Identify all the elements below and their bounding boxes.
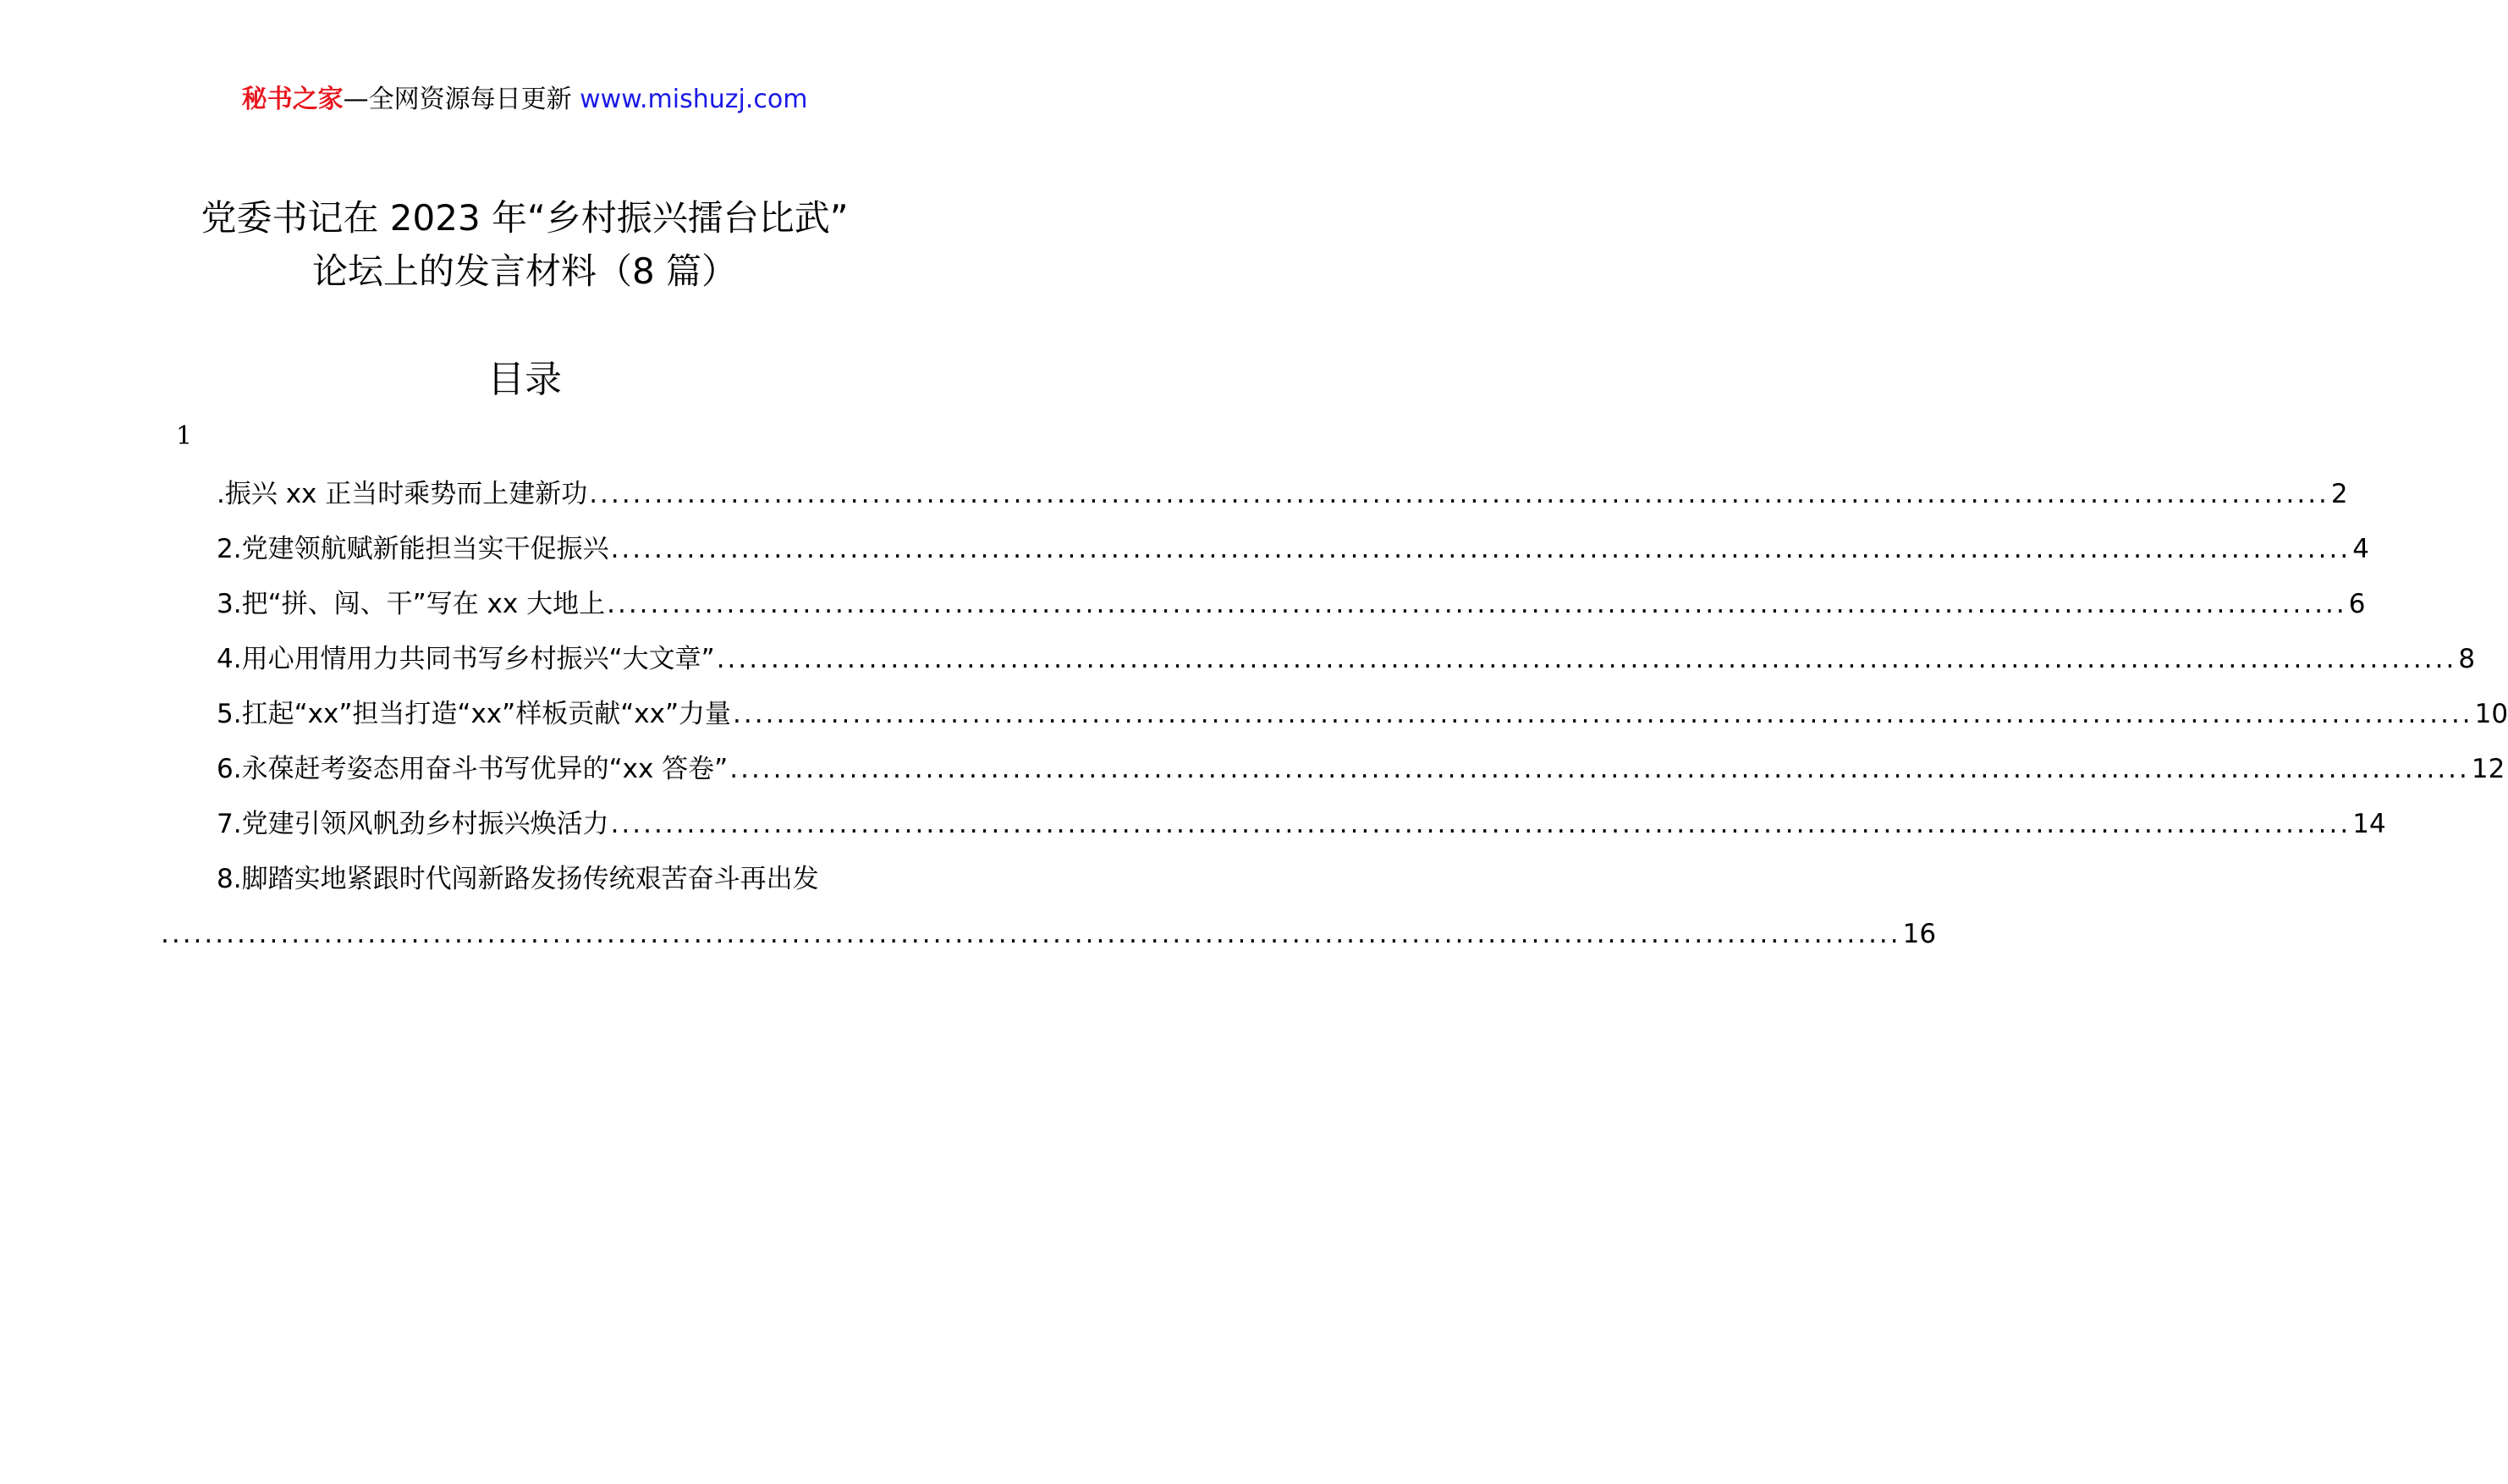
toc-entry-title: 7.党建引领风帆劲乡村振兴焕活力 xyxy=(217,809,609,839)
toc-entry-leader: ................................................................................................................................................................ xyxy=(733,699,2473,729)
toc-entry[interactable] xyxy=(161,584,2366,639)
site-header xyxy=(0,83,1049,117)
toc-entry-wrapped[interactable] xyxy=(161,859,1937,954)
toc-entry-leader: ................................................................................................................................................................ xyxy=(610,809,2351,839)
document-title-line-1: 党委书记在 2023 年“乡村振兴擂台比武” xyxy=(201,197,849,239)
toc-entry[interactable] xyxy=(161,694,2508,749)
toc-entry-title: .振兴 xx 正当时乘势而上建新功 xyxy=(217,479,588,509)
toc-entry-leader: ................................................................................................................................................................ xyxy=(610,534,2351,564)
toc-entry-page: 16 xyxy=(1902,919,1937,949)
toc-entry[interactable] xyxy=(161,804,2386,859)
stray-page-number: 1 xyxy=(176,421,193,451)
toc-entry-page: 12 xyxy=(2471,754,2505,784)
document-title-line-2: 论坛上的发言材料（8 篇） xyxy=(311,250,738,292)
toc-entry-leader: ................................................................................................................................................................ xyxy=(607,589,2347,619)
toc-heading: 目录 xyxy=(487,358,562,401)
toc-entry-leader-line xyxy=(161,914,1937,954)
toc-entry-page: 6 xyxy=(2348,589,2366,619)
site-tagline: —全网资源每日更新 xyxy=(343,85,572,114)
toc-entry-page: 10 xyxy=(2474,699,2508,729)
toc-entry-title: 6.永葆赶考姿态用奋斗书写优异的“xx 答卷” xyxy=(217,754,729,784)
toc-entry-title: 2.党建领航赋新能担当实干促振兴 xyxy=(217,534,609,564)
toc-entry-page: 14 xyxy=(2352,809,2386,839)
toc-entry-leader: ................................................................................................................................................................ xyxy=(589,479,2329,509)
toc-entry-leader: ................................................................................................................................................................ xyxy=(161,919,1901,949)
table-of-contents xyxy=(161,474,2508,954)
toc-entry-title: 8.脚踏实地紧跟时代闯新路发扬传统艰苦奋斗再出发 xyxy=(217,864,819,894)
toc-entry[interactable] xyxy=(161,639,2476,694)
site-url-link[interactable]: www.mishuzj.com xyxy=(580,85,808,114)
toc-entry-title: 5.扛起“xx”担当打造“xx”样板贡献“xx”力量 xyxy=(217,699,732,729)
toc-entry-page: 2 xyxy=(2330,479,2348,509)
toc-entry[interactable] xyxy=(161,474,2348,529)
toc-entry-leader: ................................................................................................................................................................ xyxy=(729,754,2470,784)
toc-entry[interactable] xyxy=(161,529,2369,584)
toc-entry-title: 3.把“拼、闯、干”写在 xx 大地上 xyxy=(217,589,606,619)
site-brand: 秘书之家 xyxy=(241,85,344,114)
toc-entry-leader: ................................................................................................................................................................ xyxy=(716,644,2457,674)
toc-entry-title: 4.用心用情用力共同书写乡村振兴“大文章” xyxy=(217,644,715,674)
toc-entry-page: 4 xyxy=(2352,534,2369,564)
toc-entry-page: 8 xyxy=(2458,644,2476,674)
toc-entry[interactable] xyxy=(161,749,2505,804)
